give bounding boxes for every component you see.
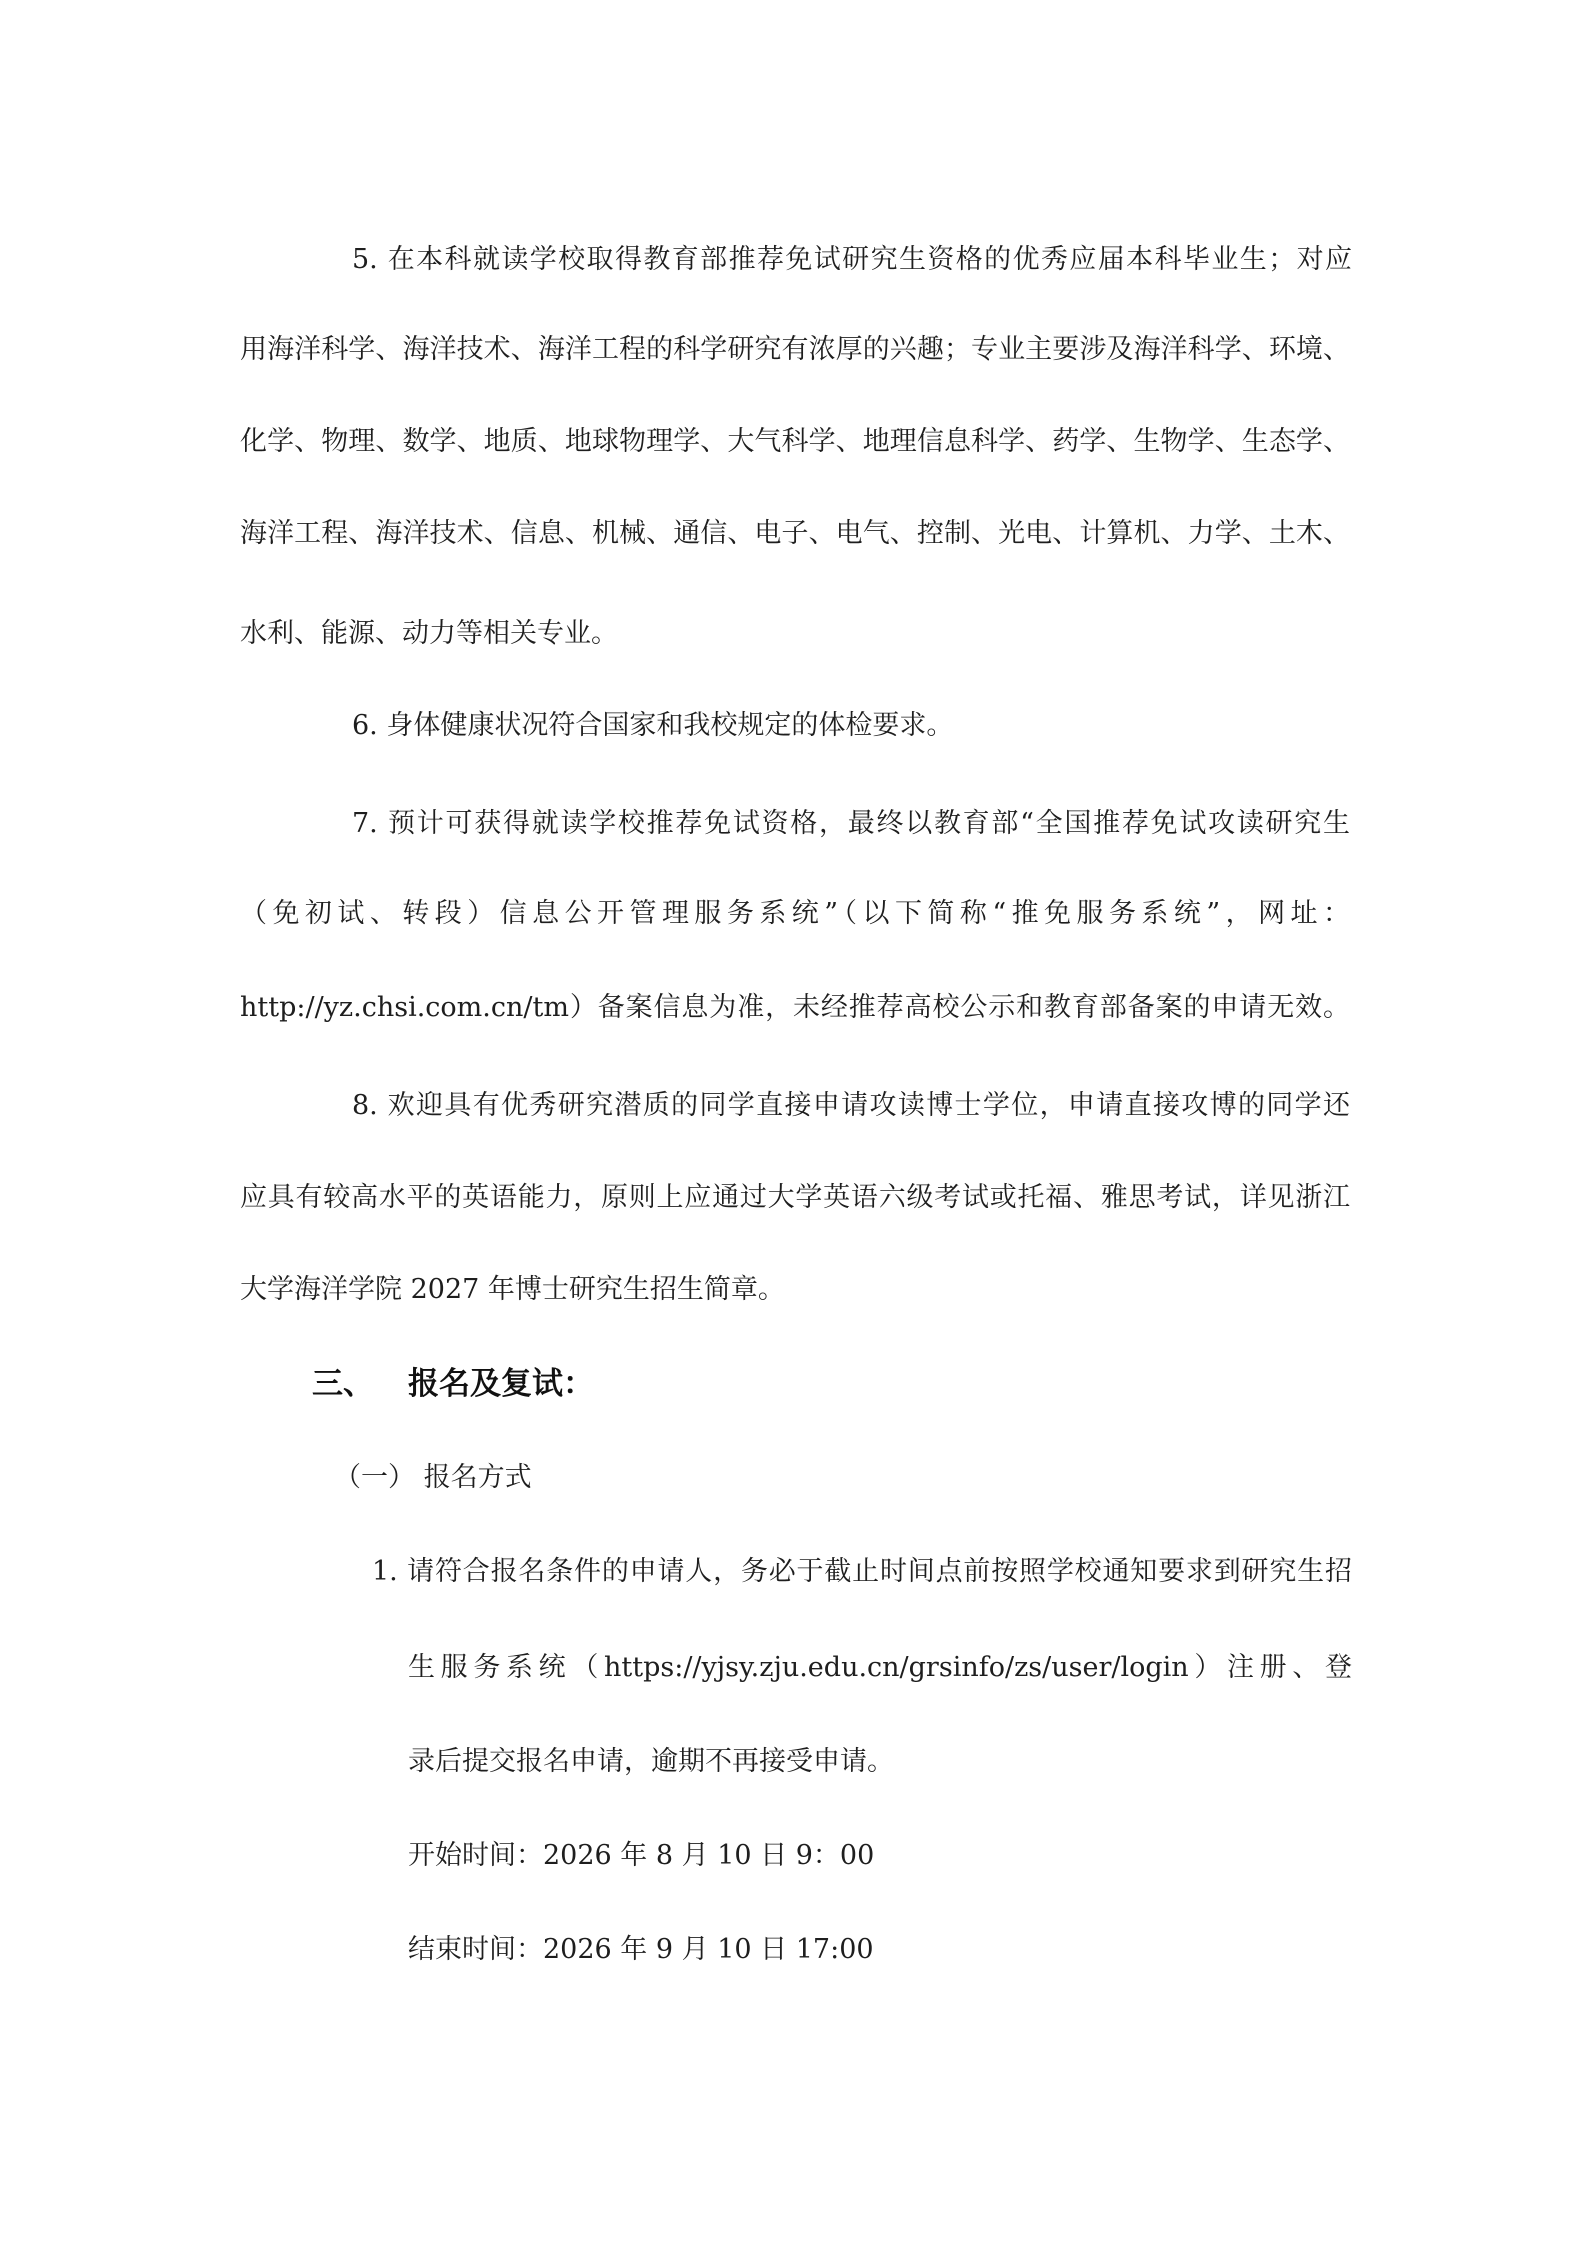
section-3-number: 三、: [312, 1366, 374, 1402]
item-6-line-1: 6. 身体健康状况符合国家和我校规定的体检要求。: [352, 710, 954, 741]
item-5-line-2: 用海洋科学、海洋技术、海洋工程的科学研究有浓厚的兴趣；专业主要涉及海洋科学、环境、: [240, 334, 1350, 365]
item-8-line-2: 应具有较高水平的英语能力，原则上应通过大学英语六级考试或托福、雅思考试，详见浙江: [240, 1182, 1350, 1213]
registration-start-time: 开始时间：2026 年 8 月 10 日 9：00: [408, 1840, 875, 1871]
item-7-line-2: （免初试、转段）信息公开管理服务系统”（以下简称“推免服务系统”，网址：: [240, 898, 1350, 929]
item-5-line-3: 化学、物理、数学、地质、地球物理学、大气科学、地理信息科学、药学、生物学、生态学、: [240, 426, 1350, 457]
item-5-line-5: 水利、能源、动力等相关专业。: [240, 618, 618, 649]
registration-end-time: 结束时间：2026 年 9 月 10 日 17:00: [408, 1934, 874, 1965]
step-1-line-1: 1. 请符合报名条件的申请人，务必于截止时间点前按照学校通知要求到研究生招: [372, 1556, 1352, 1587]
item-8-line-1: 8. 欢迎具有优秀研究潜质的同学直接申请攻读博士学位，申请直接攻博的同学还: [352, 1090, 1350, 1121]
item-5-line-4: 海洋工程、海洋技术、信息、机械、通信、电子、电气、控制、光电、计算机、力学、土木、: [240, 518, 1350, 549]
item-7-line-3: http://yz.chsi.com.cn/tm）备案信息为准，未经推荐高校公示和教育部备案的申请无效。: [240, 992, 1350, 1023]
item-7-line-1: 7. 预计可获得就读学校推荐免试资格，最终以教育部“全国推荐免试攻读研究生: [352, 808, 1350, 839]
item-5-line-1: 5. 在本科就读学校取得教育部推荐免试研究生资格的优秀应届本科毕业生；对应: [352, 244, 1352, 275]
step-1-line-2: 生服务系统（https://yjsy.zju.edu.cn/grsinfo/zs/user/login）注册、登: [408, 1652, 1352, 1683]
section-3-title: 报名及复试：: [408, 1366, 594, 1402]
item-8-line-3: 大学海洋学院 2027 年博士研究生招生简章。: [240, 1274, 785, 1305]
step-1-line-3: 录后提交报名申请，逾期不再接受申请。: [408, 1746, 894, 1777]
subsection-1-label: （一） 报名方式: [334, 1462, 532, 1493]
